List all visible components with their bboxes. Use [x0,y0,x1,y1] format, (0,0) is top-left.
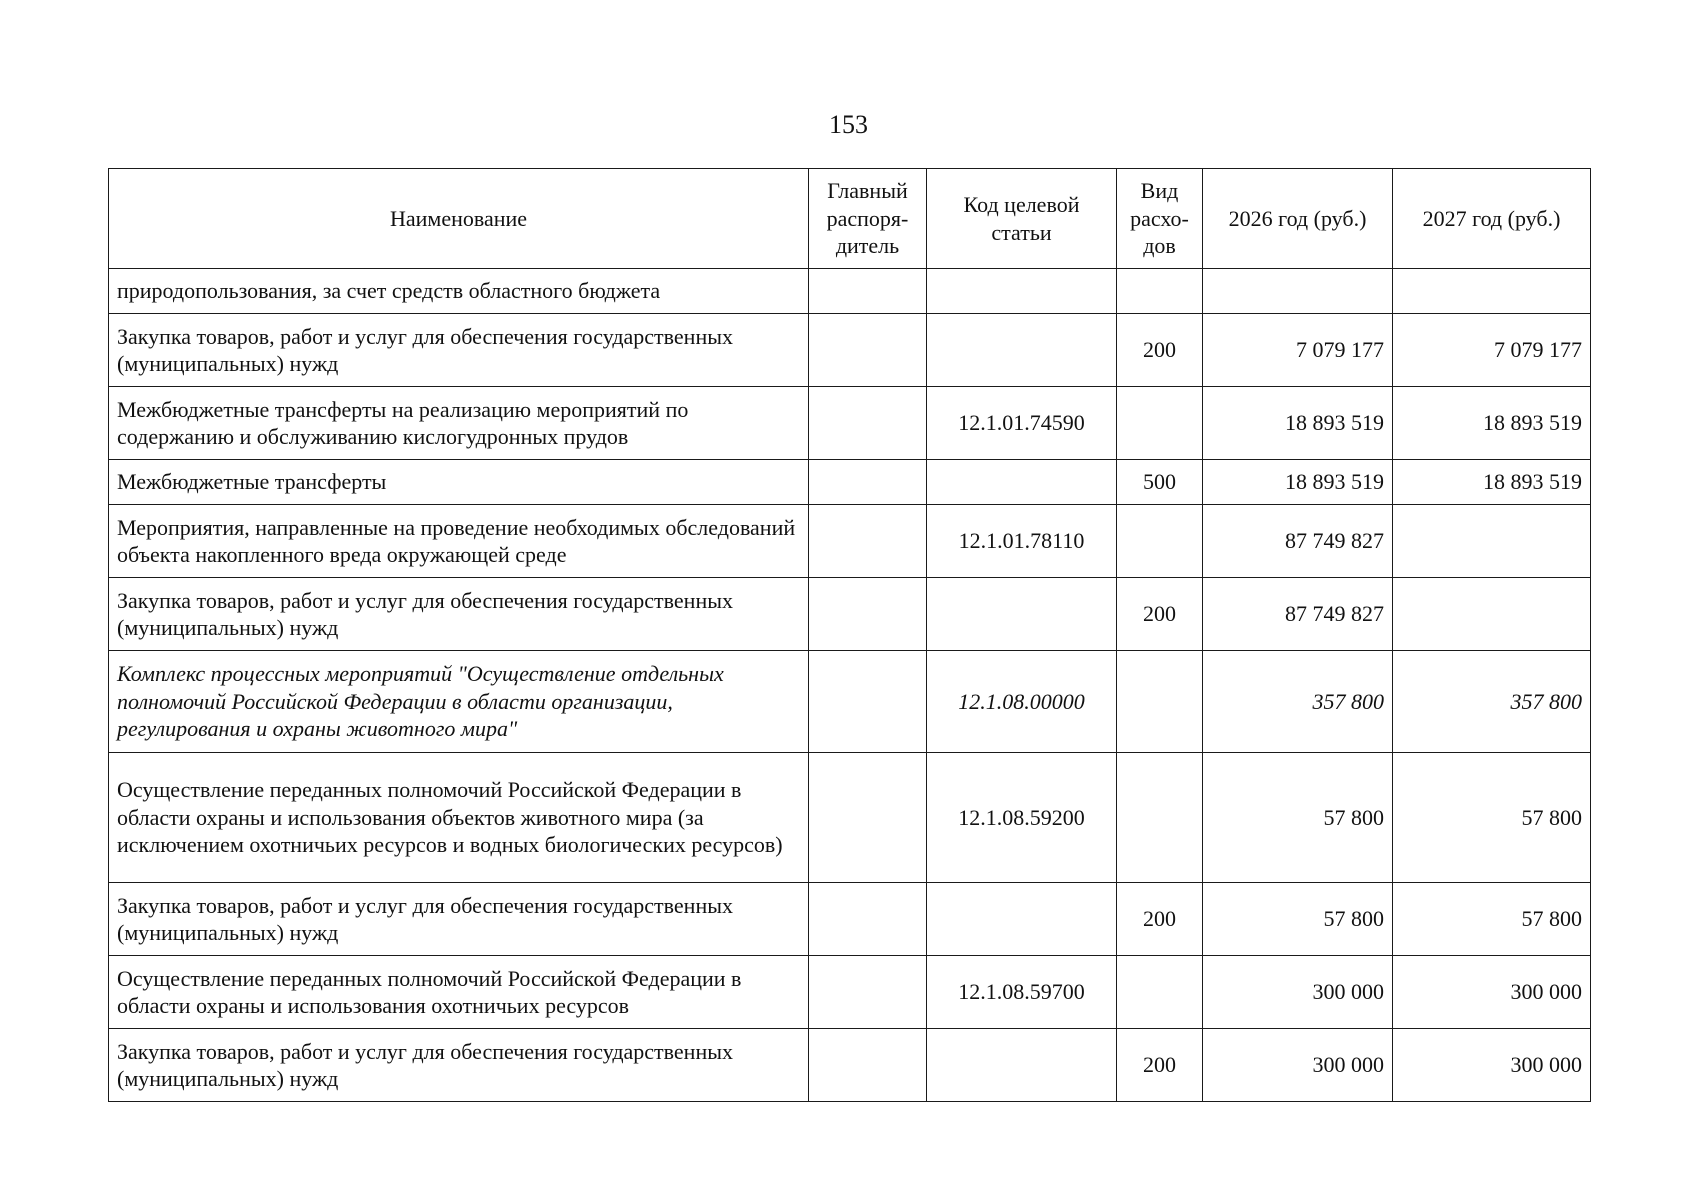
table-row [109,269,1591,314]
cell-code: 12.1.08.59700 [927,956,1117,1029]
cell-2027 [1393,269,1591,314]
table-row [109,505,1591,578]
page-number: 153 [829,110,868,139]
cell-type: 200 [1117,1029,1203,1102]
cell-2026: 18 893 519 [1203,387,1393,460]
cell-2027: 18 893 519 [1393,460,1591,505]
cell-code [927,883,1117,956]
cell-type [1117,651,1203,753]
cell-code [927,314,1117,387]
cell-2027 [1393,505,1591,578]
cell-2027: 57 800 [1393,753,1591,883]
table-row [109,460,1591,505]
cell-type: 500 [1117,460,1203,505]
col-header-2026: 2026 год (руб.) [1203,169,1393,269]
cell-type [1117,387,1203,460]
cell-type: 200 [1117,883,1203,956]
table-row [109,753,1591,883]
cell-name: Мероприятия, направленные на проведение необходимых обследований объекта накопленного вреда окружающей среде [109,505,809,578]
cell-2026: 357 800 [1203,651,1393,753]
col-header-code: Код целевой статьи [927,169,1117,269]
cell-2027: 57 800 [1393,883,1591,956]
table-row [109,387,1591,460]
cell-2026: 57 800 [1203,883,1393,956]
budget-table [108,168,1591,1102]
table-row [109,651,1591,753]
cell-2027: 18 893 519 [1393,387,1591,460]
col-header-name: Наименование [109,169,809,269]
cell-name: Осуществление переданных полномочий Российской Федерации в области охраны и использования объектов животного мира (за исключением охотничьих ресурсов и водных биологических ресурсов) [109,753,809,883]
cell-manager [809,753,927,883]
cell-code [927,1029,1117,1102]
cell-manager [809,460,927,505]
header-row [109,169,1591,269]
cell-2027 [1393,578,1591,651]
cell-2026: 300 000 [1203,956,1393,1029]
cell-type [1117,269,1203,314]
cell-2027: 300 000 [1393,1029,1591,1102]
cell-name: Комплекс процессных мероприятий "Осуществление отдельных полномочий Российской Федерации в области организации, регулирования и охраны животного мира" [109,651,809,753]
cell-type [1117,753,1203,883]
cell-code: 12.1.01.78110 [927,505,1117,578]
col-header-2027: 2027 год (руб.) [1393,169,1591,269]
cell-type [1117,505,1203,578]
cell-manager [809,1029,927,1102]
cell-2026: 18 893 519 [1203,460,1393,505]
cell-2026: 87 749 827 [1203,505,1393,578]
cell-code: 12.1.08.00000 [927,651,1117,753]
cell-name: Закупка товаров, работ и услуг для обеспечения государственных (муниципальных) нужд [109,314,809,387]
cell-manager [809,269,927,314]
cell-2026: 7 079 177 [1203,314,1393,387]
cell-code [927,460,1117,505]
cell-2026 [1203,269,1393,314]
table-row [109,578,1591,651]
cell-type: 200 [1117,314,1203,387]
cell-manager [809,883,927,956]
cell-2026: 57 800 [1203,753,1393,883]
cell-manager [809,578,927,651]
cell-name: Межбюджетные трансферты на реализацию мероприятий по содержанию и обслуживанию кислогудронных прудов [109,387,809,460]
cell-manager [809,956,927,1029]
cell-code [927,578,1117,651]
cell-manager [809,387,927,460]
cell-type: 200 [1117,578,1203,651]
cell-manager [809,505,927,578]
cell-2026: 87 749 827 [1203,578,1393,651]
cell-name: Закупка товаров, работ и услуг для обеспечения государственных (муниципальных) нужд [109,1029,809,1102]
cell-2027: 357 800 [1393,651,1591,753]
table-row [109,314,1591,387]
cell-code: 12.1.01.74590 [927,387,1117,460]
cell-code: 12.1.08.59200 [927,753,1117,883]
cell-name: природопользования, за счет средств областного бюджета [109,269,809,314]
cell-2027: 300 000 [1393,956,1591,1029]
cell-code [927,269,1117,314]
cell-manager [809,314,927,387]
cell-2027: 7 079 177 [1393,314,1591,387]
table-row [109,956,1591,1029]
table-row [109,1029,1591,1102]
table-row [109,883,1591,956]
col-header-manager: Главный распоря-дитель [809,169,927,269]
cell-name: Закупка товаров, работ и услуг для обеспечения государственных (муниципальных) нужд [109,883,809,956]
col-header-type: Вид расхо-дов [1117,169,1203,269]
cell-name: Межбюджетные трансферты [109,460,809,505]
cell-name: Осуществление переданных полномочий Российской Федерации в области охраны и использования охотничьих ресурсов [109,956,809,1029]
cell-2026: 300 000 [1203,1029,1393,1102]
cell-name: Закупка товаров, работ и услуг для обеспечения государственных (муниципальных) нужд [109,578,809,651]
cell-manager [809,651,927,753]
cell-type [1117,956,1203,1029]
